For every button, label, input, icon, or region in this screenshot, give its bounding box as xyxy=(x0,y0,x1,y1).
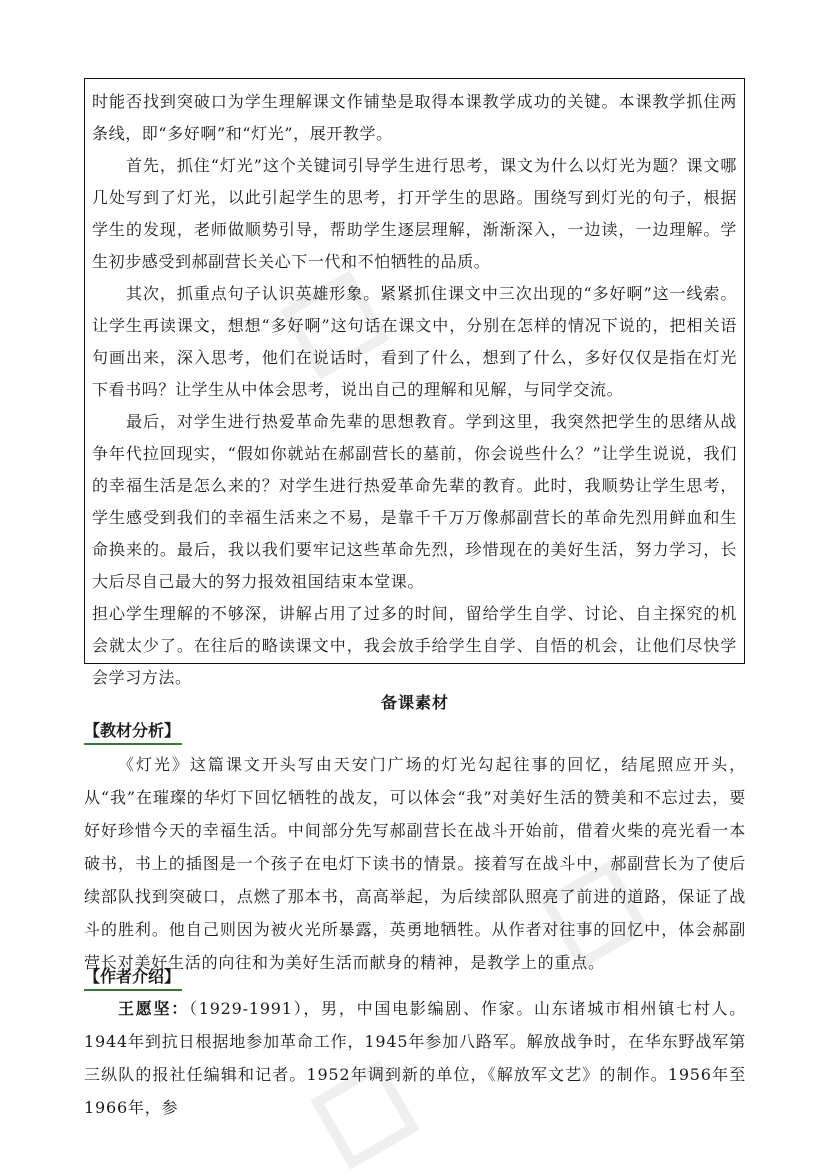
reflection-paragraph-5: 担心学生理解的不够深，讲解占用了过多的时间，留给学生自学、讨论、自主探究的机会就太少了。在往后的略读课文中，我会放手给学生自学、自悟的机会，让他们尽快学会学习方法。 xyxy=(92,604,737,687)
teaching-reflection-box xyxy=(84,78,745,687)
reflection-paragraph-2: 首先，抓住“灯光”这个关键词引导学生进行思考，课文为什么以灯光为题？课文哪几处写到了灯光，以此引起学生的思考，打开学生的思路。围绕写到灯光的句子，根据学生的发现，老师做顺势引导，帮助学生逐层理解，渐渐深入，一边读，一边理解。学生初步感受到郝副营长关心下一代和不怕牺牲的品质。 xyxy=(92,156,737,271)
author-name: 王愿坚： xyxy=(118,999,189,1018)
author-intro-text xyxy=(84,992,746,1124)
reflection-paragraph-1: 时能否找到突破口为学生理解课文作铺垫是取得本课教学成功的关键。本课教学抓住两条线，即“多好啊”和“灯光”，展开教学。 xyxy=(92,92,737,143)
reflection-paragraph-4: 最后，对学生进行热爱革命先辈的思想教育。学到这里，我突然把学生的思绪从战争年代拉回现实，“假如你就站在郝副营长的墓前，你会说些什么？”让学生说说，我们的幸福生活是怎么来的？对学生进行热爱革命先辈的教育。此时，我顺势让学生思考，学生感受到我们的幸福生活来之不易，是靠千千万万像郝副营长的革命先烈用鲜血和生命换来的。最后，我以我们要牢记这些革命先烈，珍惜现在的美好生活，努力学习，长大后尽自己最大的努力报效祖国结束本堂课。 xyxy=(92,412,737,591)
material-analysis-text: 《灯光》这篇课文开头写由天安门广场的灯光勾起往事的回忆，结尾照应开头，从“我”在璀璨的华灯下回忆牺牲的战友，可以体会“我”对美好生活的赞美和不忘过去，要好好珍惜今天的幸福生活。中间部分先写郝副营长在战斗开始前，借着火柴的亮光看一本破书，书上的插图是一个孩子在电灯下读书的情景。接着写在战斗中，郝副营长为了使后续部队找到突破口，点燃了那本书，高高举起，为后续部队照亮了前进的道路，保证了战斗的胜利。他自己则因为被火光所暴露，英勇地牺牲。从作者对往事的回忆中，体会郝副营长对美好生活的向往和为美好生活而献身的精神，是教学上的重点。 xyxy=(84,755,746,972)
reflection-paragraph-3: 其次，抓重点句子认识英雄形象。紧紧抓住课文中三次出现的“多好啊”这一线索。让学生再读课文，想想“多好啊”这句话在课文中，分别在怎样的情况下说的，把相关语句画出来，深入思考，他们在说话时，看到了什么，想到了什么，多好仅仅是指在灯光下看书吗？让学生从中体会思考，说出自己的理解和见解，与同学交流。 xyxy=(92,284,737,399)
author-bio: （1929-1991），男，中国电影编剧、作家。山东诸城市相州镇七村人。1944年到抗日根据地参加革命工作，1945年参加八路军。解放战争时，在华东野战军第三纵队的报社任编辑和记者。1952年调到新的单位，《解放军文艺》的制作。1956年至1966年，参 xyxy=(84,999,746,1117)
section-title: 备课素材 xyxy=(380,693,449,712)
material-analysis-heading: 【教材分析】 xyxy=(84,719,182,745)
author-intro-heading: 【作者介绍】 xyxy=(84,965,182,991)
